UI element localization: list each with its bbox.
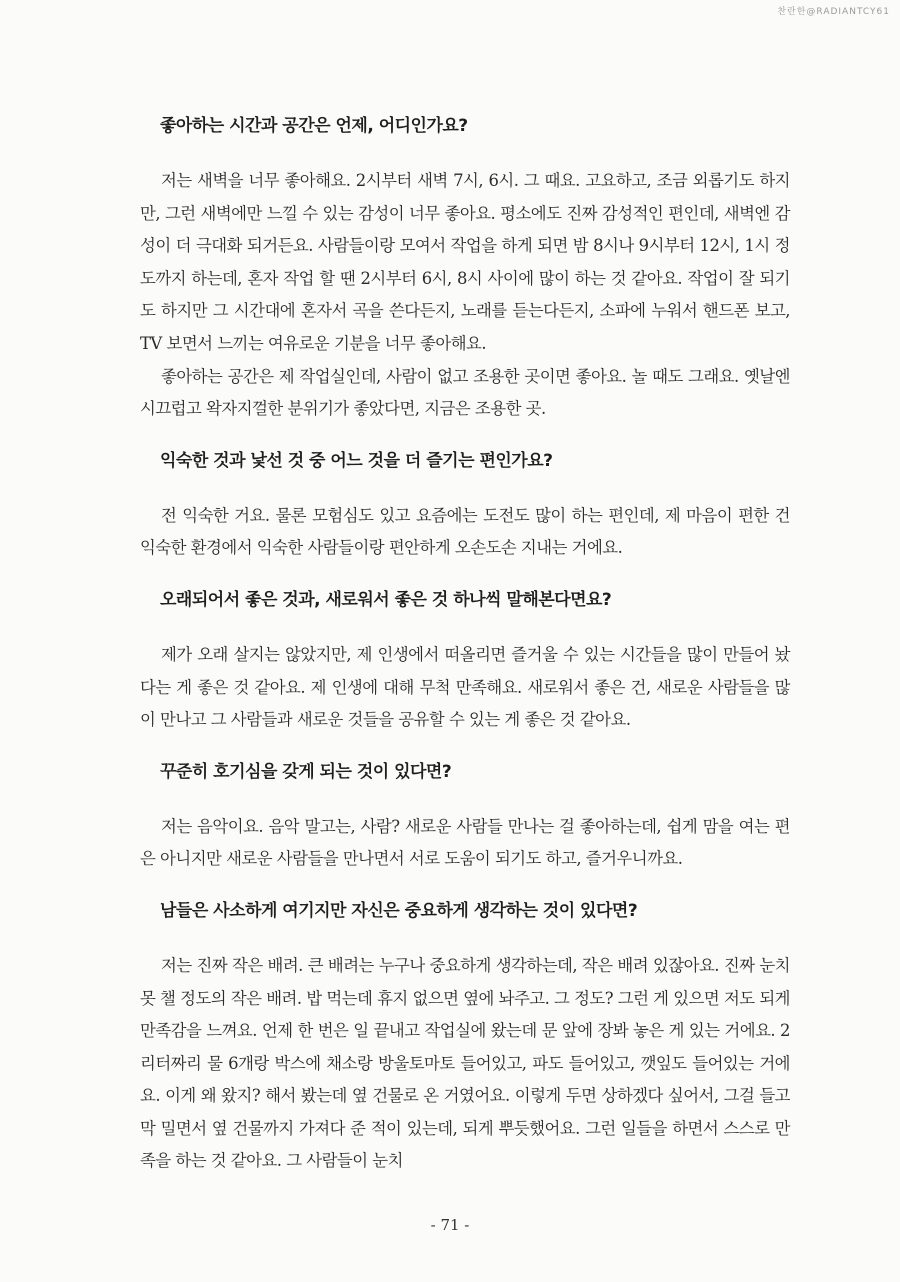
qa-section [140, 446, 790, 565]
qa-section [140, 896, 790, 1178]
question-heading: 꾸준히 호기심을 갖게 되는 것이 있다면? [160, 761, 452, 782]
answer-paragraph: 좋아하는 공간은 제 작업실인데, 사람이 없고 조용한 곳이면 좋아요. 놀 때도 그래요. 옛날엔 시끄럽고 왁자지껄한 분위기가 좋았다면, 지금은 조용한 곳. [140, 366, 790, 419]
watermark: 찬란한@RADIANTCY61 [777, 7, 890, 17]
qa-section [140, 585, 790, 737]
question-heading: 오래되어서 좋은 것과, 새로워서 좋은 것 하나씩 말해본다면요? [160, 589, 612, 610]
answer-text [140, 811, 790, 876]
question-heading: 남들은 사소하게 여기지만 자신은 중요하게 생각하는 것이 있다면? [160, 900, 638, 921]
answer-text [140, 500, 790, 565]
qa-section [140, 757, 790, 876]
answer-paragraph: 저는 진짜 작은 배려. 큰 배려는 누구나 중요하게 생각하는데, 작은 배려 있잖아요. 진짜 눈치 못 챌 정도의 작은 배려. 밥 먹는데 휴지 없으면 옆에 놔주고. 그 정도? 그런 게 있으면 저도 되게 만족감을 느껴요. 언제 한 번은 일 끝내고 작업실에 왔는데 문 앞에 장봐 놓은 게 있는 거에요. 2리터짜리 물 6개랑 박스에 채소랑 방울토마토 들어있고, 파도 들어있고, 깻잎도 들어있는 거에요. 이게 왜 왔지? 해서 봤는데 옆 건물로 온 거였어요. 이렇게 두면 상하겠다 싶어서, 그걸 들고 막 밀면서 옆 건물까지 가져다 준 적이 있는데, 되게 뿌듯했어요. 그런 일들을 하면서 스스로 만족을 하는 것 같아요. 그 사람들이 눈치 [140, 955, 790, 1171]
answer-paragraph: 제가 오래 살지는 않았지만, 제 인생에서 떠올리면 즐거울 수 있는 시간들을 많이 만들어 놨다는 게 좋은 것 같아요. 제 인생에 대해 무척 만족해요. 새로워서 좋은 건, 새로운 사람들을 많이 만나고 그 사람들과 새로운 것들을 공유할 수 있는 게 좋은 것 같아요. [140, 644, 790, 730]
question-heading: 좋아하는 시간과 공간은 언제, 어디인가요? [160, 116, 468, 136]
answer-paragraph: 전 익숙한 거요. 물론 모험심도 있고 요즘에는 도전도 많이 하는 편인데, 제 마음이 편한 건 익숙한 환경에서 익숙한 사람들이랑 편안하게 오손도손 지내는 거에요. [140, 505, 790, 558]
answer-text [140, 950, 790, 1178]
qa-section [140, 111, 790, 426]
answer-paragraph: 저는 음악이요. 음악 말고는, 사람? 새로운 사람들 만나는 걸 좋아하는데, 쉽게 맘을 여는 편은 아니지만 새로운 사람들을 만나면서 서로 도움이 되기도 하고, 즐거우니까요. [140, 816, 790, 869]
answer-paragraph: 저는 새벽을 너무 좋아해요. 2시부터 새벽 7시, 6시. 그 때요. 고요하고, 조금 외롭기도 하지만, 그런 새벽에만 느낄 수 있는 감성이 너무 좋아요. 평소에도 진짜 감성적인 편인데, 새벽엔 감성이 더 극대화 되거든요. 사람들이랑 모여서 작업을 하게 되면 밤 8시나 9시부터 12시, 1시 정도까지 하는데, 혼자 작업 할 땐 2시부터 6시, 8시 사이에 많이 하는 것 같아요. 작업이 잘 되기도 하지만 그 시간대에 혼자서 곡을 쓴다든지, 노래를 듣는다든지, 소파에 누워서 핸드폰 보고, TV 보면서 느끼는 여유로운 기분을 너무 좋아해요. [140, 171, 790, 353]
page-number: - 71 - [430, 1216, 470, 1234]
answer-text [140, 639, 790, 737]
answer-text [140, 165, 790, 426]
question-heading: 익숙한 것과 낯선 것 중 어느 것을 더 즐기는 편인가요? [160, 450, 553, 471]
interview-content [140, 111, 790, 1178]
